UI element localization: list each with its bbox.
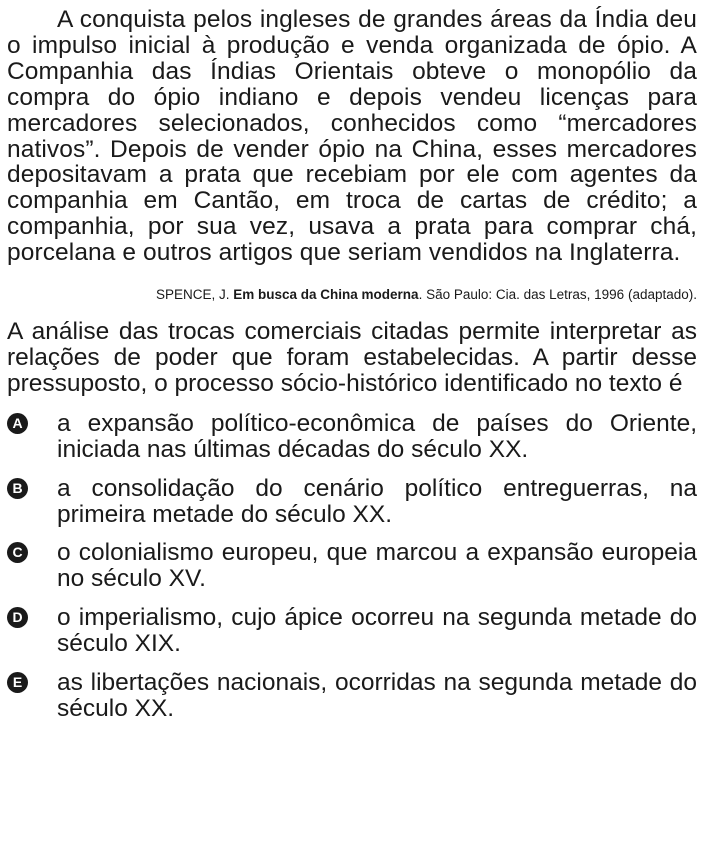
option-d-letter-badge: D (7, 607, 28, 628)
option-d[interactable] (7, 605, 697, 657)
passage-text: A conquista pelos ingleses de grandes áreas da Índia deu o impulso inicial à produção e venda organizada de ópio. A Companhia das Índias Orientais obteve o monopólio da compra do ópio indiano e depois vendeu licenças para mercadores selecionados, conhecidos como “mercadores nativos”. Depois de vender ópio na China, esses mercadores depositavam a prata que recebiam por ele com agentes da companhia em Cantão, em troca de cartas de crédito; a companhia, por sua vez, usava a prata para comprar chá, porcelana e outros artigos que seriam vendidos na Inglaterra. (7, 6, 697, 267)
option-e-letter-badge: E (7, 672, 28, 693)
option-b-text: a consolidação do cenário político entreguerras, na primeira metade do século XX. (57, 474, 697, 528)
citation-rest: . São Paulo: Cia. das Letras, 1996 (adaptado). (418, 287, 697, 303)
option-b-letter-badge: B (7, 478, 28, 499)
option-b[interactable] (7, 476, 697, 528)
option-a-text: a expansão político-econômica de países do Oriente, iniciada nas últimas décadas do século XX. (57, 409, 697, 463)
answer-options (7, 411, 697, 722)
citation-author: SPENCE, J. (155, 287, 234, 303)
citation-title: Em busca da China moderna (233, 287, 419, 303)
option-a-letter-badge: A (7, 413, 28, 434)
option-d-text: o imperialismo, cujo ápice ocorreu na segunda metade do século XIX. (57, 604, 697, 658)
option-e-text: as libertações nacionais, ocorridas na segunda metade do século XX. (57, 669, 697, 722)
question-stem: A análise das trocas comerciais citadas permite interpretar as relações de poder que foram estabelecidas. A partir desse pressuposto, o processo sócio-histórico identificado no texto é (7, 318, 697, 397)
option-e[interactable] (7, 670, 697, 722)
option-c-text: o colonialismo europeu, que marcou a expansão europeia no século XV. (57, 539, 697, 593)
option-c[interactable] (7, 540, 697, 592)
option-a[interactable] (7, 411, 697, 463)
option-c-letter-badge: C (7, 542, 28, 563)
source-citation (7, 286, 697, 304)
question-page (7, 7, 697, 735)
